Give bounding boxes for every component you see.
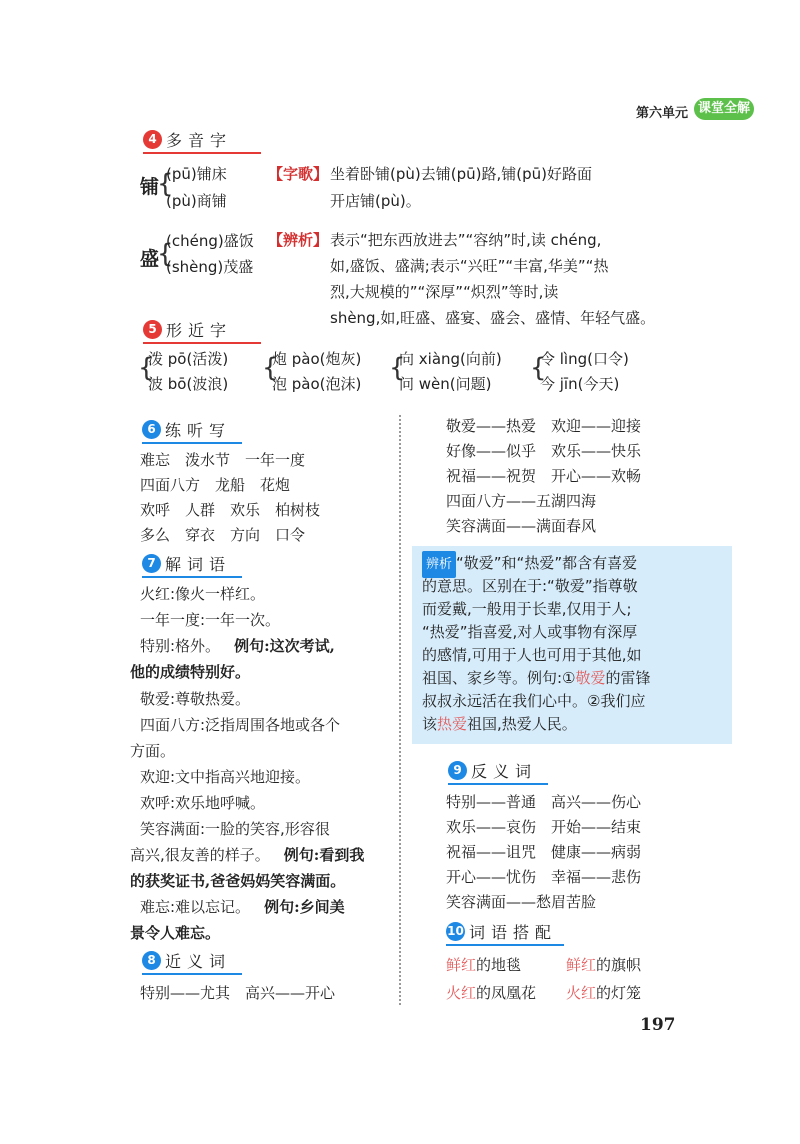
collocation-item <box>566 953 641 978</box>
definition-line: 一年一度:一年一次。 <box>140 611 281 629</box>
similar-char-2b: 泡 pào(泡沫) <box>272 375 362 393</box>
reading-cheng: (chéng)盛饭 <box>166 232 254 250</box>
similar-char-1b: 波 bō(波浪) <box>148 375 229 393</box>
callout-text: 的雷锋 <box>605 669 651 687</box>
definition-text: 高兴,很友善的样子。 <box>130 846 270 864</box>
reading-sheng: (shèng)茂盛 <box>166 258 254 276</box>
example-line: 他的成绩特别好。 <box>130 663 251 681</box>
antonym-row: 笑容满面——愁眉苦脸 <box>446 893 597 911</box>
definition-line <box>140 634 335 659</box>
callout-line-6 <box>422 666 651 691</box>
callout-text: 该 <box>422 715 438 733</box>
highlighted-word: 热爱 <box>437 715 468 733</box>
example-line: 景令人难忘。 <box>130 924 221 942</box>
brace-icon: { <box>389 353 406 383</box>
callout-line-5: 的感情,可用于人也可用于其他,如 <box>422 646 642 664</box>
antonym-row: 开心——忧伤 幸福——悲伤 <box>446 868 642 886</box>
brace-icon: { <box>530 353 547 383</box>
synonym-row: 敬爱——热爱 欢迎——迎接 <box>446 417 642 435</box>
definition-line: 敬爱:尊敬热爱。 <box>140 690 251 708</box>
section-9-heading <box>448 759 558 783</box>
section-number: 8 <box>142 951 161 970</box>
highlighted-word: 火红 <box>446 984 477 1002</box>
section-8-heading <box>142 949 252 973</box>
brace-icon: { <box>138 353 155 383</box>
synonym-row: 好像——似乎 欢乐——快乐 <box>446 442 642 460</box>
section-number: 10 <box>446 922 465 941</box>
callout-line-7: 叔叔永远活在我们心中。②我们应 <box>422 692 646 710</box>
section-title: 练听写 <box>165 421 232 440</box>
analysis-line-3: 烈,大规模的”“深厚”“炽烈”等时,读 <box>330 283 559 301</box>
callout-line-8 <box>422 712 577 737</box>
antonym-row: 特别——普通 高兴——伤心 <box>446 793 642 811</box>
section-4-heading <box>143 128 273 152</box>
heading-underline <box>142 442 242 444</box>
brace-icon: { <box>157 239 174 269</box>
heading-underline <box>142 973 242 975</box>
antonym-row: 欢乐——哀伤 开始——结束 <box>446 818 642 836</box>
definition-line <box>130 843 364 868</box>
definition-line: 欢迎:文中指高兴地迎接。 <box>140 768 311 786</box>
section-badge: 课堂全解 <box>694 98 754 120</box>
collocation-text: 的地毯 <box>476 956 522 974</box>
section-title: 多音字 <box>166 131 233 150</box>
similar-char-1a: 泼 pō(活泼) <box>148 350 229 368</box>
collocation-item <box>446 981 536 1006</box>
dictation-row-4: 多么 穿衣 方向 口令 <box>140 526 306 544</box>
section-title: 反义词 <box>471 762 538 781</box>
callout-line-2: 的意思。区别在于:“敬爱”指尊敬 <box>422 577 638 595</box>
definition-line: 笑容满面:一脸的笑容,形容很 <box>140 820 330 838</box>
similar-char-4b: 今 jīn(今天) <box>540 375 620 393</box>
example-text: 例句:乡间美 <box>264 898 345 916</box>
section-number: 6 <box>142 420 161 439</box>
heading-underline <box>446 944 564 946</box>
dictation-row-1: 难忘 泼水节 一年一度 <box>140 451 306 469</box>
polyphone-char-sheng: 盛 <box>140 248 160 270</box>
synonym-row: 祝福——祝贺 开心——欢畅 <box>446 467 642 485</box>
definition-line <box>140 895 345 920</box>
section-title: 近义词 <box>165 952 232 971</box>
synonym-row: 四面八方——五湖四海 <box>446 492 597 510</box>
analysis-line-1: 表示“把东西放进去”“容纳”时,读 chéng, <box>330 231 602 249</box>
analysis-tag: 【辨析】 <box>268 231 329 249</box>
definition-line: 四面八方:泛指周围各地或各个 <box>140 716 341 734</box>
example-text: 例句:这次考试, <box>234 637 335 655</box>
analysis-line-2: 如,盛饭、盛满;表示“兴旺”“丰富,华美”“热 <box>330 257 609 275</box>
callout-text: 祖国,热爱人民。 <box>467 715 577 733</box>
definition-line: 方面。 <box>130 742 176 760</box>
antonym-row: 祝福——诅咒 健康——病弱 <box>446 843 642 861</box>
section-number: 7 <box>142 554 161 573</box>
similar-char-3b: 问 wèn(问题) <box>399 375 492 393</box>
definition-text: 特别:格外。 <box>140 637 221 655</box>
collocation-text: 的旗帜 <box>596 956 642 974</box>
collocation-text: 的灯笼 <box>596 984 642 1002</box>
similar-char-2a: 炮 pào(炮灰) <box>272 350 362 368</box>
collocation-item <box>566 981 641 1006</box>
section-title: 形近字 <box>166 321 233 340</box>
callout-line-3: 而爱戴,一般用于长辈,仅用于人; <box>422 600 632 618</box>
synonym-row: 特别——尤其 高兴——开心 <box>140 984 336 1002</box>
section-title: 词语搭配 <box>469 923 558 942</box>
dictation-row-2: 四面八方 龙船 花炮 <box>140 476 291 494</box>
column-divider <box>399 415 401 1005</box>
callout-text: 祖国、家乡等。例句:① <box>422 669 576 687</box>
highlighted-word: 鲜红 <box>566 956 597 974</box>
collocation-item <box>446 953 521 978</box>
definition-text: 难忘:难以忘记。 <box>140 898 251 916</box>
heading-underline <box>142 576 242 578</box>
callout-tag: 辨析 <box>422 551 456 578</box>
reading-pu1: (pū)铺床 <box>166 165 227 183</box>
synonym-row: 笑容满面——满面春风 <box>446 517 597 535</box>
highlighted-word: 鲜红 <box>446 956 477 974</box>
section-title: 解词语 <box>165 555 232 574</box>
collocation-text: 的凤凰花 <box>476 984 537 1002</box>
definition-line: 火红:像火一样红。 <box>140 585 266 603</box>
section-10-heading <box>446 920 576 944</box>
heading-underline <box>448 783 548 785</box>
unit-label: 第六单元 <box>635 106 688 121</box>
example-text: 例句:看到我 <box>283 846 365 864</box>
page-number: 197 <box>640 1015 676 1035</box>
highlighted-word: 敬爱 <box>575 669 606 687</box>
section-7-heading <box>142 552 252 576</box>
brace-icon: { <box>262 353 279 383</box>
example-line: 的获奖证书,爸爸妈妈笑容满面。 <box>130 872 346 890</box>
reading-pu2: (pù)商铺 <box>166 192 227 210</box>
highlighted-word: 火红 <box>566 984 597 1002</box>
section-5-heading <box>143 318 273 342</box>
analysis-line-4: shèng,如,旺盛、盛宴、盛会、盛情、年轻气盛。 <box>330 309 656 327</box>
section-number: 9 <box>448 761 467 780</box>
callout-line-4: “热爱”指喜爱,对人或事物有深厚 <box>422 623 638 641</box>
heading-underline <box>143 342 261 344</box>
heading-underline <box>143 152 261 154</box>
polyphone-char-pu: 铺 <box>140 176 160 198</box>
section-number: 5 <box>143 320 162 339</box>
section-6-heading <box>142 418 252 442</box>
brace-icon: { <box>157 169 174 199</box>
callout-text: “敬爱”和“热爱”都含有喜爱 <box>456 554 638 572</box>
rhyme-tag: 【字歌】 <box>268 165 329 183</box>
dictation-row-3: 欢呼 人群 欢乐 柏树枝 <box>140 501 321 519</box>
section-number: 4 <box>143 130 162 149</box>
similar-char-4a: 令 lìng(口令) <box>540 350 629 368</box>
rhyme-line-2: 开店铺(pù)。 <box>330 192 421 210</box>
definition-line: 欢呼:欢乐地呼喊。 <box>140 794 266 812</box>
similar-char-3a: 向 xiàng(向前) <box>399 350 502 368</box>
rhyme-line-1: 坐着卧铺(pù)去铺(pū)路,铺(pū)好路面 <box>330 165 592 183</box>
